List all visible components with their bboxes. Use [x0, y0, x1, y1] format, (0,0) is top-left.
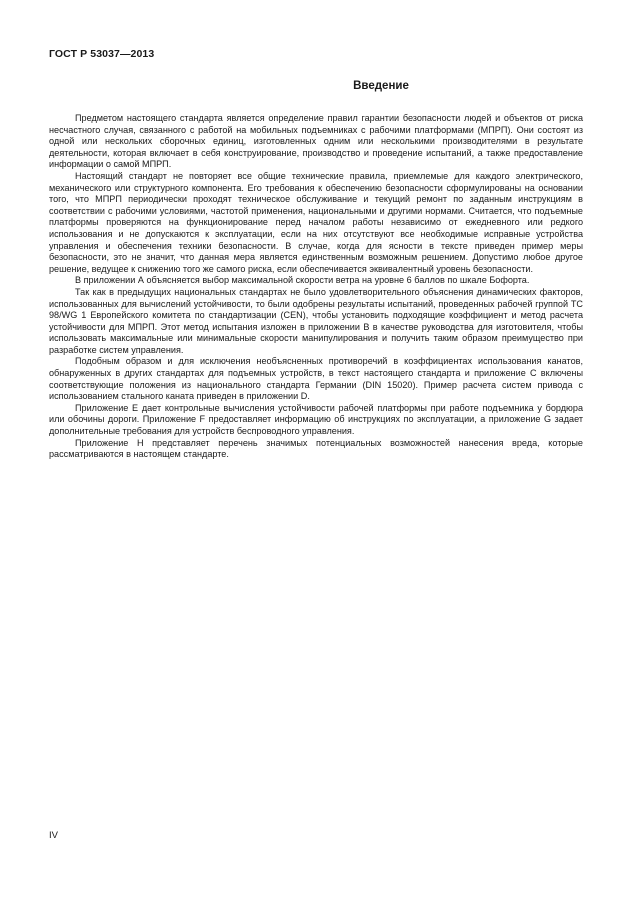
introduction-body — [49, 113, 583, 461]
standard-code-header: ГОСТ Р 53037—2013 — [49, 48, 155, 60]
page-number: IV — [49, 830, 58, 841]
page-title: Введение — [353, 80, 409, 92]
paragraph-general-rules: Настоящий стандарт не повторяет все общие технические правила, приемлемые для каждого электрического, механического или структурного компонента. Его требования к обеспечению безопасности сформулированы на основании того, что МПРП периодически проходят техническое обслуживание и текущий ремонт по заданным инструкциям в соответствии с рабочими условиями, частотой применения, национальными и другими нормами. Считается, что подъемные платформы проверяются на функционирование перед началом работы независимо от ежедневного или редкого использования и не допускаются к эксплуатации, если на них отсутствуют все необходимые исправные устройства управления и обеспечения техники безопасности. В случае, когда для ясности в тексте приведен пример меры безопасности, это не значит, что данная мера является единственным возможным решением. Допустимо любое другое решение, ведущее к снижению того же самого риска, если обеспечивается эквивалентный уровень безопасности. — [49, 170, 583, 274]
paragraph-annex-a: В приложении А объясняется выбор максимальной скорости ветра на уровне 6 баллов по шкале Бофорта. — [75, 275, 530, 286]
paragraph-annex-b: Так как в предыдущих национальных стандартах не было удовлетворительного объяснения динамических факторов, использованных для вычислений устойчивости, то были одобрены результаты испытаний, проведенных рабочей группой ТС 98/WG 1 Европейского комитета по стандартизации (CEN), чтобы установить подходящие коэффициент и метод расчета устойчивости для МПРП. Этот метод испытания изложен в приложении В в качестве руководства для изготовителя, чтобы использовать максимальные или минимальные скорости манипулирования и получить таким образом преимущество при разработке систем управления. — [49, 286, 583, 355]
paragraph-annex-e-f-g: Приложение Е дает контрольные вычисления устойчивости рабочей платформы при работе подъемника у бордюра или обочины дороги. Приложение F предоставляет информацию об инструкциях по эксплуатации, а приложение G задает дополнительные требования для устройств беспроводного управления. — [49, 402, 583, 437]
paragraph-scope: Предметом настоящего стандарта является определение правил гарантии безопасности людей и объектов от риска несчастного случая, связанного с работой на мобильных подъемниках с рабочими платформами (МПРП). Они состоят из одной или нескольких сборочных единиц, изготовленных одним или несколькими производителями в результате деятельности, которая включает в себя конструирование, производство и проведение испытаний, а также предоставление информации о самой МПРП. — [49, 113, 583, 170]
paragraph-annex-h: Приложение Н представляет перечень значимых потенциальных возможностей нанесения вреда, которые рассматриваются в настоящем стандарте. — [49, 437, 583, 460]
paragraph-annex-c-d: Подобным образом и для исключения необъясненных противоречий в коэффициентах использования канатов, обнаруженных в других стандартах для подъемных устройств, в текст настоящего стандарта и приложение С включены соответствующие положения из национального стандарта Германии (DIN 15020). Пример расчета систем привода с использованием стального каната приведен в приложении D. — [49, 356, 583, 402]
